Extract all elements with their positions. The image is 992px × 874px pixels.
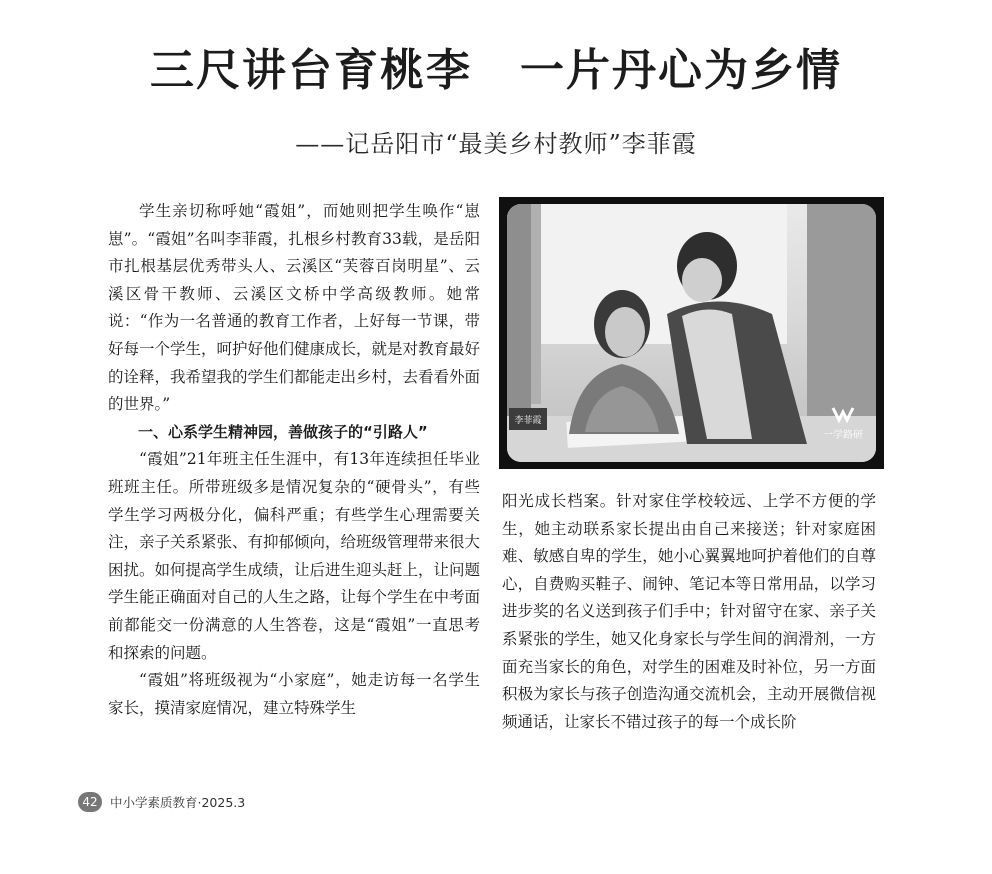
article-photo	[507, 204, 876, 462]
section-heading-1: 一、心系学生精神园，善做孩子的“引路人”	[138, 422, 428, 441]
photo-illustration	[507, 204, 876, 462]
page-number: 42	[78, 792, 102, 812]
photo-nameplate: 李菲霞	[514, 416, 542, 426]
page-footer	[78, 791, 245, 813]
title-part-1: 三尺讲台育桃李	[150, 45, 472, 96]
right-column	[502, 488, 876, 736]
paragraph-right: 阳光成长档案。针对家住学校较远、上学不方便的学生，她主动联系家长提出由自己来接送；针对家庭困难、敏感自卑的学生，她小心翼翼地呵护着他们的自尊心，自费购买鞋子、闹钟、笔记本等日常用品，以学习进步奖的名义送到孩子们手中；针对留守在家、亲子关系紧张的学生，她又化身家长与学生间的润滑剂，一方面充当家长的角色，对学生的困难及时补位，另一方面积极为家长与孩子创造沟通交流机会，主动开展微信视频通话，让家长不错过孩子的每一个成长阶	[502, 492, 876, 731]
article-photo-frame	[499, 197, 884, 469]
photo-watermark: 一学路研	[823, 430, 863, 441]
title-part-2: 一片丹心为乡情	[520, 45, 842, 96]
paragraph-3: “霞姐”将班级视为“小家庭”，她走访每一名学生家长，摸清家庭情况，建立特殊学生	[108, 671, 480, 717]
left-column	[108, 198, 480, 722]
article-title	[0, 34, 992, 98]
paragraph-2: “霞姐”21年班主任生涯中，有13年连续担任毕业班班主任。所带班级多是情况复杂的“硬骨头”，有些学生学习两极分化，偏科严重；有些学生心理需要关注，亲子关系紧张、有抑郁倾向，给班级管理带来很大困扰。如何提高学生成绩，让后进生迎头赶上，让问题学生能正确面对自己的人生之路，让每个学生在中考面前都能交一份满意的人生答卷，这是“霞姐”一直思考和探索的问题。	[108, 450, 481, 662]
journal-name: 中小学素质教育·2025.3	[110, 795, 246, 810]
article-subtitle: ——记岳阳市“最美乡村教师”李菲霞	[295, 130, 697, 158]
paragraph-intro: 学生亲切称呼她“霞姐”，而她则把学生唤作“崽崽”。“霞姐”名叫李菲霞，扎根乡村教育33载，是岳阳市扎根基层优秀带头人、云溪区“芙蓉百岗明星”、云溪区骨干教师、云溪区文桥中学高级教师。她常说：“作为一名普通的教育工作者，上好每一节课，带好每一个学生，呵护好他们健康成长，就是对教育最好的诠释，我希望我的学生们都能走出乡村，去看看外面的世界。”	[108, 202, 481, 414]
